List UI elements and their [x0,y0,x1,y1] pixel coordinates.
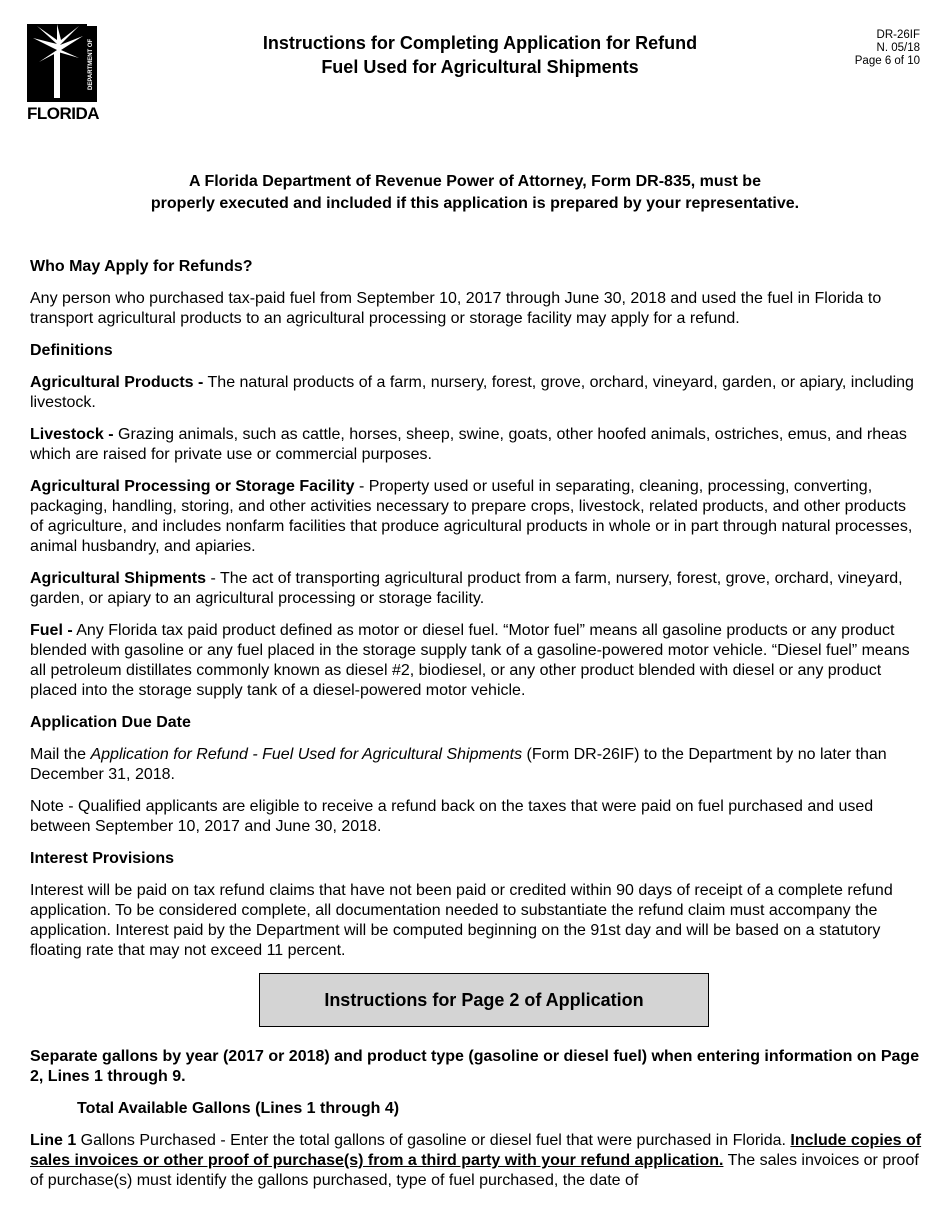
definition-text: The natural products of a farm, nursery, forest, grove, orchard, vineyard, garden, or apiary, including livestock. [30,374,914,411]
definition-livestock [30,425,922,465]
line1-text: Gallons Purchased - Enter the total gallons of gasoline or diesel fuel that were purchased in Florida. [76,1132,791,1149]
definitions-heading: Definitions [30,342,113,359]
line1-underlined-requirement: Include copies of sales invoices or other proof of purchase(s) from a third party with your refund application. [30,1132,922,1169]
interest-heading: Interest Provisions [30,850,175,867]
definition-text: Any Florida tax paid product defined as motor or diesel fuel. “Motor fuel” means all gasoline products or any product blended with gasoline or any fuel placed in the storage supply tank of a gasoline-powered motor vehicle. “Diesel fuel” means all petroleum distillates commonly known as diesel #2, biodiesel, or any other product blended with diesel or any product placed into the storage supply tank of a diesel-powered motor vehicle. [30,622,910,699]
logo-vertical-text: DEPARTMENT OF REVENUE [85,26,97,102]
line1-rest: The sales invoices or proof of purchase(s) must identify the gallons purchased, type of fuel purchased, the date of [30,1152,919,1189]
page-number: Page 6 of 10 [854,55,920,67]
palm-tree-icon [27,24,87,102]
florida-dor-logo [27,24,106,124]
who-may-apply-heading: Who May Apply for Refunds? [30,258,253,275]
definition-text: Grazing animals, such as cattle, horses, sheep, swine, goats, other hoofed animals, ostriches, emus, and rheas which are raised for private use or commercial purposes. [30,426,907,463]
form-identifier [855,29,920,68]
definition-text: - Property used or useful in separating, cleaning, processing, converting, packaging, handling, storing, and other activities necessary to prepare crops, livestock, related products, and other products of agriculture, and includes nonfarm facilities that produce agricultural products in whole or in part through natural processes, animal husbandry, and apiaries. [30,478,913,555]
definition-text: - The act of transporting agricultural product from a farm, nursery, forest, grove, orchard, vineyard, garden, or apiary to an agricultural processing or storage facility. [30,570,903,607]
line1-label: Line 1 [30,1132,77,1149]
title-line-1: Instructions for Completing Application for Refund [262,33,698,53]
page2-instructions-box: Instructions for Page 2 of Application [259,973,709,1027]
separate-gallons-note: Separate gallons by year (2017 or 2018) and product type (gasoline or diesel fuel) when entering information on Page 2, Lines 1 through 9. [30,1048,920,1085]
definition-fuel [30,621,922,701]
due-date-text-end: (Form DR-26IF) to the Department by no later than December 31, 2018. [30,746,887,783]
definition-term: Agricultural Products - [30,374,204,391]
instructions-body [30,257,922,1203]
definition-term: Fuel - [30,622,73,639]
who-may-apply-text: Any person who purchased tax-paid fuel from September 10, 2017 through June 30, 2018 and used the fuel in Florida to transport agricultural products to an agricultural processing or storage facility may apply for a refund. [30,290,882,327]
application-form-title: Application for Refund - Fuel Used for Agricultural Shipments [90,746,523,763]
definition-term: Agricultural Shipments [30,570,207,587]
poa-line-1: A Florida Department of Revenue Power of Attorney, Form DR-835, must be [189,173,761,190]
definition-agricultural-shipments [30,569,922,609]
form-number: DR-26IF [876,29,920,41]
logo-wordmark: FLORIDA [27,104,100,123]
due-date-heading: Application Due Date [30,714,191,731]
definition-term: Agricultural Processing or Storage Facility [30,478,355,495]
line1-instructions [30,1131,922,1191]
definition-term: Livestock - [30,426,114,443]
definition-agricultural-products [30,373,922,413]
due-date-text [30,745,922,785]
total-available-gallons-heading: Total Available Gallons (Lines 1 through 4) [77,1100,400,1117]
title-line-2: Fuel Used for Agricultural Shipments [321,57,639,77]
form-revision: N. 05/18 [876,42,920,54]
poa-line-2: properly executed and included if this application is prepared by your representative. [150,195,800,212]
page-title [200,31,760,79]
page2-box-wrapper [30,973,922,1029]
definition-processing-facility [30,477,922,557]
power-of-attorney-notice [60,171,890,215]
due-date-text-start: Mail the [30,746,91,763]
due-date-note: Note - Qualified applicants are eligible to receive a refund back on the taxes that were paid on fuel purchased and used between September 10, 2017 and June 30, 2018. [30,798,874,835]
interest-text: Interest will be paid on tax refund claims that have not been paid or credited within 90 days of receipt of a complete refund application. To be considered complete, all documentation needed to substantiate the refund claim must accompany the application. Interest paid by the Department will be computed beginning on the 91st day and will be based on a statutory floating rate that may not exceed 11 percent. [30,882,893,959]
